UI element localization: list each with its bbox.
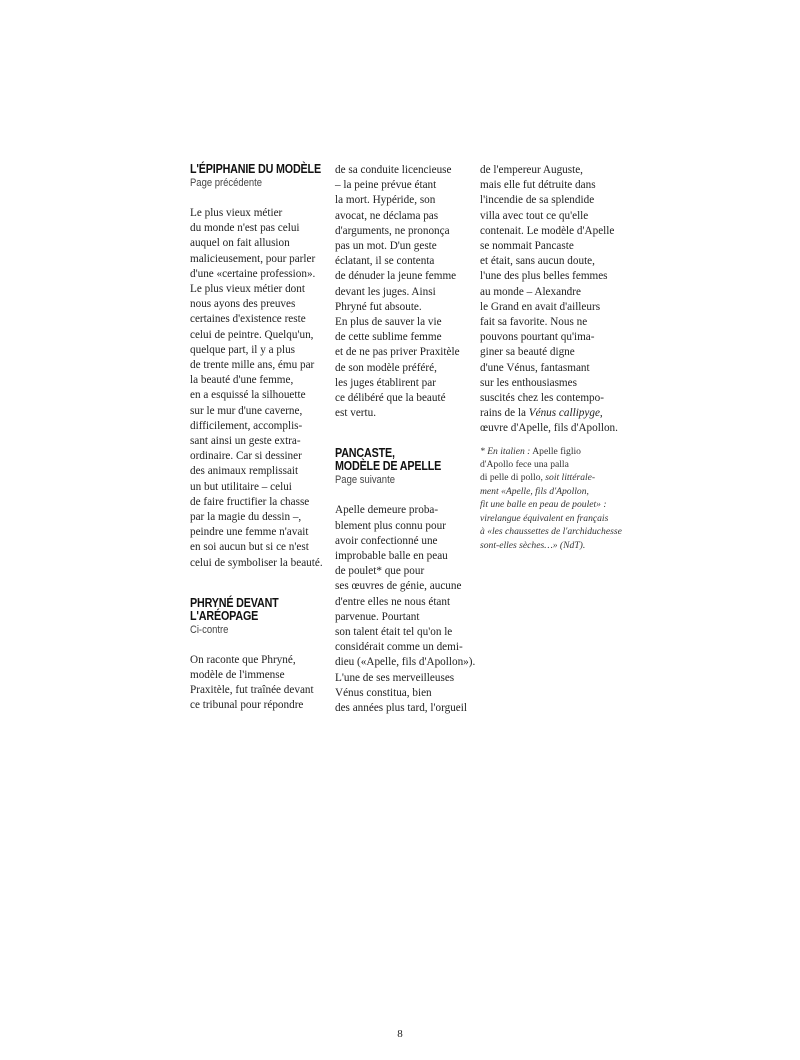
- text-line: pas un mot. D'un geste: [335, 240, 437, 253]
- text-line: et de ne pas priver Praxitèle: [335, 346, 460, 359]
- text-line: blement plus connu pour: [335, 519, 446, 532]
- text-line: de trente mille ans, ému par: [190, 359, 315, 372]
- text-line: est vertu.: [335, 407, 377, 420]
- section-title-pancaste-line2: MODÈLE DE APELLE: [335, 459, 442, 474]
- text-line: auquel on fait allusion: [190, 237, 290, 250]
- text-line: avoir confectionné une: [335, 534, 438, 547]
- text-line: du monde n'est pas celui: [190, 222, 300, 235]
- column-2: [335, 163, 476, 716]
- text-line: celui de peintre. Quelqu'un,: [190, 328, 314, 341]
- text-line: considérait comme un demi-: [335, 641, 463, 654]
- section-ref-phryne: Ci-contre: [190, 623, 229, 636]
- paragraph-pancaste: [335, 503, 476, 716]
- section-title-epiphanie: L'ÉPIPHANIE DU MODÈLE: [190, 162, 321, 176]
- text-line: Apelle demeure proba-: [335, 504, 439, 517]
- footnote: * En italien : Apelle figlio d'Apollo fece una palla di pelle di pollo, soit littérale- ment «Apelle, fils d'Apollon, fit une balle en peau de poulet» : virelangue équivalent en français à «les chaussettes de l'archiduchesse sont-elles sèches…» (NdT).: [480, 445, 622, 551]
- text-line: de cette sublime femme: [335, 331, 442, 344]
- text-line: ce tribunal pour répondre: [190, 699, 304, 712]
- page-number: 8: [397, 1028, 403, 1040]
- text-line: nous ayons des preuves: [190, 298, 296, 311]
- paragraph-epiphanie: [190, 206, 326, 571]
- text-line: des animaux remplissait: [190, 465, 299, 478]
- paragraph-phryne: [190, 653, 326, 714]
- text-line: – la peine prévue étant: [335, 179, 437, 192]
- text-line: Le plus vieux métier: [190, 207, 283, 219]
- text-line: En plus de sauver la vie: [335, 316, 442, 329]
- text-line: quelque part, il y a plus: [190, 343, 296, 356]
- text-line: de son modèle préféré,: [335, 361, 437, 374]
- text-line: malicieusement, pour parler: [190, 252, 316, 265]
- text-line: en soi aucun but si ce n'est: [190, 541, 309, 554]
- text-line: un but utilitaire – celui: [190, 480, 292, 493]
- text-line: L'une de ses merveilleuses: [335, 671, 455, 684]
- text-line: la beauté d'une femme,: [190, 374, 294, 387]
- text-line: les juges établirent par: [335, 376, 436, 389]
- venus-callipyge-italic: Vénus callipyge,: [528, 407, 603, 420]
- text-line: difficilement, accomplis-: [190, 419, 303, 432]
- text-line: des années plus tard, l'orgueil: [335, 702, 467, 715]
- text-line: de poulet* que pour: [335, 565, 425, 578]
- text-line: sur le mur d'une caverne,: [190, 404, 303, 417]
- text-line: Praxitèle, fut traînée devant: [190, 684, 314, 697]
- text-line: avocat, ne déclama pas: [335, 209, 439, 222]
- text-line: ce délibéré que la beauté: [335, 392, 446, 405]
- text-line: de faire fructifier la chasse: [190, 495, 310, 508]
- text-line: Le plus vieux métier dont: [190, 283, 305, 296]
- text-line: modèle de l'immense: [190, 669, 285, 682]
- text-line: d'entre elles ne nous étant: [335, 595, 451, 608]
- text-line: certaines d'existence reste: [190, 313, 306, 326]
- column-3: [480, 163, 622, 552]
- section-ref-epiphanie: Page précédente: [190, 177, 263, 189]
- text-line: dieu («Apelle, fils d'Apollon»).: [335, 656, 476, 669]
- section-ref-pancaste: Page suivante: [335, 474, 395, 487]
- text-line: de sa conduite licencieuse: [335, 164, 452, 176]
- text-line: ordinaire. Car si dessiner: [190, 450, 302, 463]
- text-line: d'une «certaine profession».: [190, 267, 316, 280]
- text-line: par la magie du dessin –,: [190, 511, 302, 524]
- section-title-pancaste-line1: PANCASTE,: [335, 446, 395, 461]
- text-line: ses œuvres de génie, aucune: [335, 580, 462, 593]
- text-line: son talent était tel qu'on le: [335, 626, 453, 639]
- section-title-phryne-line2: L'ARÉOPAGE: [190, 608, 259, 623]
- section-title-phryne-line1: PHRYNÉ DEVANT: [190, 595, 279, 610]
- text-line: de dénuder la jeune femme: [335, 270, 457, 283]
- text-line: parvenue. Pourtant: [335, 610, 420, 623]
- column-1: [190, 163, 326, 714]
- text-line: devant les juges. Ainsi: [335, 285, 436, 298]
- text-line: peindre une femme n'avait: [190, 526, 309, 539]
- paragraph-phryne-continued: [335, 163, 471, 421]
- paragraph-pancaste-continued: de l'empereur Auguste, mais elle fut détruite dans l'incendie de sa splendide villa avec tout ce qu'elle contenait. Le modèle d'Apelle se nommait Pancaste et était, sans aucun doute, l'une des plus belles femmes au monde – Alexandre le Grand en avait d'ailleurs fait sa favorite. Nous ne pouvons pourtant qu'ima- giner sa beauté digne d'une Vénus, fantasmant sur les enthousiasmes suscités chez les contempo- rains de la Vénus callipyge, œuvre d'Apelle, fils d'Apollon.: [480, 164, 618, 435]
- text-line: celui de symboliser la beauté.: [190, 556, 323, 569]
- text-line: d'arguments, ne prononça: [335, 224, 450, 237]
- text-line: la mort. Hypéride, son: [335, 194, 436, 207]
- text-line: Vénus constitua, bien: [335, 686, 432, 699]
- text-line: On raconte que Phryné,: [190, 653, 296, 666]
- text-line: en a esquissé la silhouette: [190, 389, 306, 402]
- text-line: improbable balle en peau: [335, 550, 448, 563]
- text-line: éclatant, il se contenta: [335, 255, 435, 268]
- text-line: sant ainsi un geste extra-: [190, 435, 301, 448]
- text-line: Phryné fut absoute.: [335, 300, 422, 313]
